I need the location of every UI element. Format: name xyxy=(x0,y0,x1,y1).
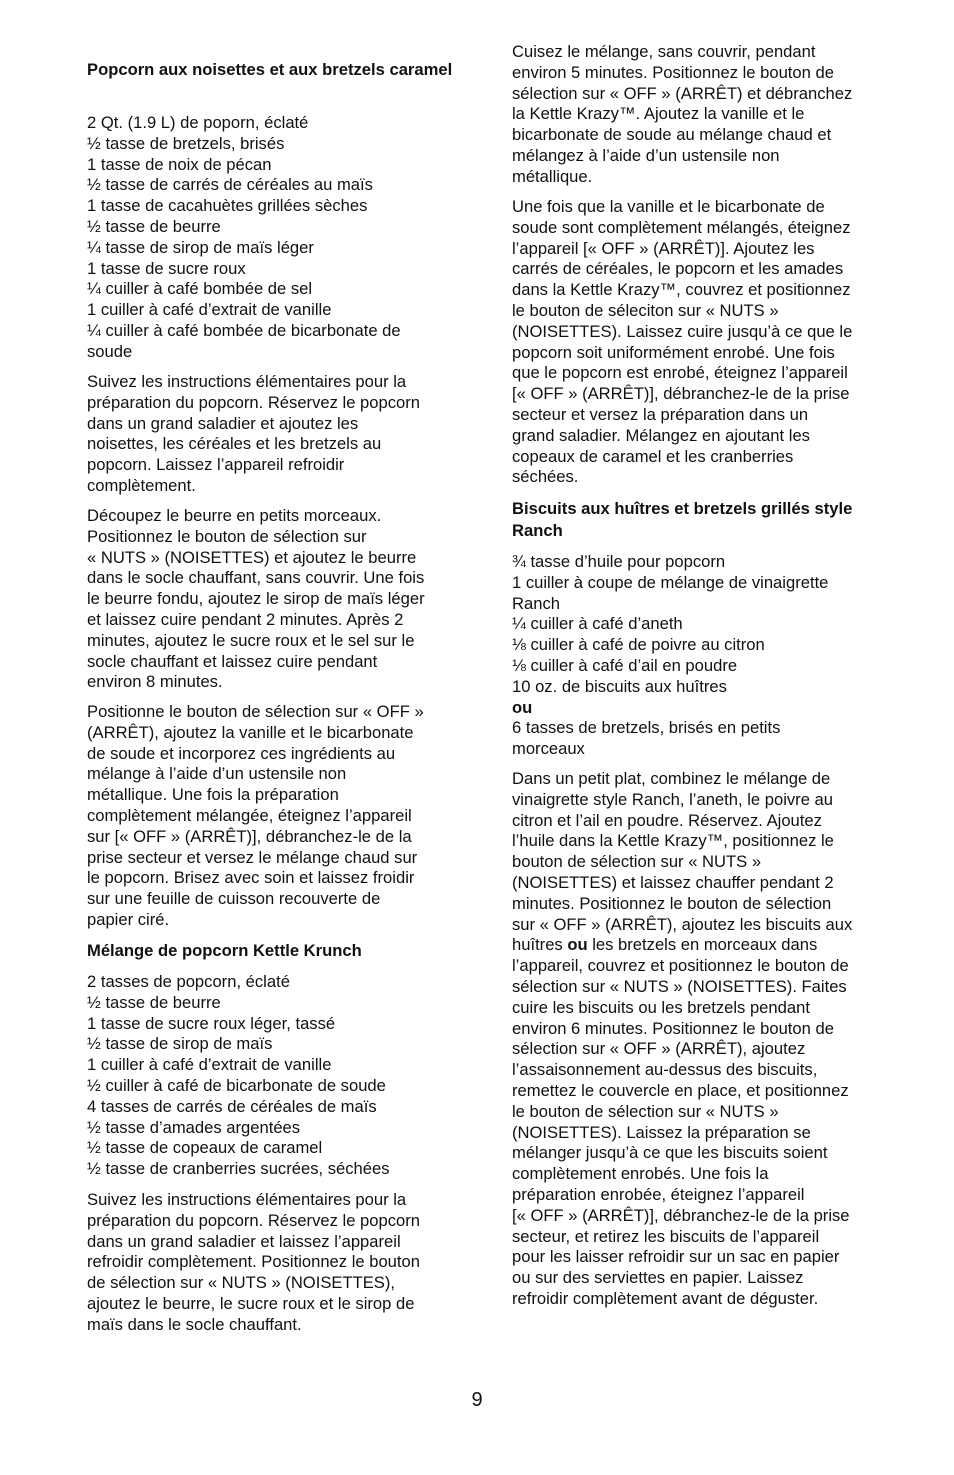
text-line: environ 6 minutes. Positionnez le bouton de xyxy=(512,1018,834,1038)
text-line: mélangez à l’aide d’un ustensile non xyxy=(512,146,780,165)
text-line: ½ tasse de beurre xyxy=(87,992,221,1012)
text-line: ½ tasse de bretzels, brisés xyxy=(87,133,285,153)
text-line: refroidir complètement avant de déguster. xyxy=(512,1289,819,1308)
text-line: préparation du popcorn. Réservez le popcorn xyxy=(87,1210,421,1230)
recipe3-title: Biscuits aux huîtres et bretzels grillés style Ranch xyxy=(512,499,853,540)
text-line: pour les laisser refroidir sur un sac en papier xyxy=(512,1247,840,1267)
text-line: vinaigrette style Ranch, l’aneth, le poivre au xyxy=(512,789,833,809)
text-line: Suivez les instructions élémentaires pour la xyxy=(87,372,407,391)
text-line: l’appareil [« OFF » (ARRÊT)]. Ajoutez les xyxy=(512,238,815,258)
text-line: 1 cuiller à café d’extrait de vanille xyxy=(87,300,332,320)
recipe1-title: Popcorn aux noisettes et aux bretzels caramel xyxy=(87,60,453,79)
text-line: soude sont complètement mélangés, éteignez xyxy=(512,217,851,237)
text-line: 4 tasses de carrés de céréales de maïs xyxy=(87,1096,377,1116)
text-line: l’assaisonnement au-dessus des biscuits, xyxy=(512,1060,818,1080)
text-line: huîtres ou les bretzels en morceaux dans xyxy=(512,935,818,955)
text-line: ½ tasse de sirop de maïs xyxy=(87,1034,273,1054)
text-line: sur une feuille de cuisson recouverte de xyxy=(87,889,381,909)
text-line: le popcorn. Brisez avec soin et laissez froidir xyxy=(87,868,415,888)
text-line: (NOISETTES). Laissez cuire jusqu’à ce que le xyxy=(512,321,853,341)
text-line: 6 tasses de bretzels, brisés en petits xyxy=(512,718,781,738)
text-line: copeaux de caramel et les cranberries xyxy=(512,446,794,466)
text-line: [« OFF » (ARRÊT)], débranchez-le de la prise xyxy=(512,1205,850,1225)
text-line: secteur et versez la préparation dans un xyxy=(512,405,809,424)
text-line: sur [« OFF » (ARRÊT)], débranchez-le de la xyxy=(87,826,412,846)
text-line: ajoutez le beurre, le sucre roux et le sirop de xyxy=(87,1294,415,1313)
text-line: ¼ tasse de sirop de maïs léger xyxy=(87,237,314,257)
text-line: l’appareil, couvrez et positionnez le bouton de xyxy=(512,956,849,976)
text-line: ½ cuiller à café de bicarbonate de soude xyxy=(87,1076,386,1095)
text-line: Découpez le beurre en petits morceaux. xyxy=(87,506,382,525)
text-line: sélection sur « OFF » (ARRÊT) et débranchez xyxy=(512,83,853,103)
text-line: de sélection sur « NUTS » (NOISETTES), xyxy=(87,1273,395,1293)
text-line: 1 tasse de sucre roux léger, tassé xyxy=(87,1013,336,1033)
text-line: sélection sur « NUTS » (NOISETTES). Faites xyxy=(512,977,847,996)
text-line: (ARRÊT), ajoutez la vanille et le bicarbonate xyxy=(87,722,414,742)
text-line: 2 tasses de popcorn, éclaté xyxy=(87,972,290,991)
text-line: et laissez cuire pendant 2 minutes. Après 2 xyxy=(87,610,404,629)
text-line: séchées. xyxy=(512,467,579,487)
text-line: sélection sur « OFF » (ARRÊT), ajoutez xyxy=(512,1039,806,1059)
text-line: bicarbonate de soude au mélange chaud et xyxy=(512,125,832,145)
text-line: ½ tasse de beurre xyxy=(87,217,221,236)
text-line: maïs dans le socle chauffant. xyxy=(87,1314,302,1334)
text-line: morceaux xyxy=(512,739,585,759)
page-number: 9 xyxy=(471,1389,483,1411)
text-line: carrés de céréales, le popcorn et les amades xyxy=(512,259,844,279)
text-line: Positionne le bouton de sélection sur « OFF » xyxy=(87,702,424,721)
text-line: 1 cuiller à coupe de mélange de vinaigrette xyxy=(512,572,829,592)
text-line: le bouton de sélection sur « NUTS » xyxy=(512,1101,779,1121)
text-line: métallique. xyxy=(512,166,593,186)
text-line: cuire les biscuits ou les bretzels pendant xyxy=(512,997,810,1017)
text-line: préparation enrobée, éteignez l’appareil xyxy=(512,1185,805,1204)
text-line: sur « OFF » (ARRÊT), ajoutez les biscuits aux xyxy=(512,914,853,934)
text-line: que le popcorn est enrobé, éteignez l’appareil xyxy=(512,363,848,383)
text-line: environ 8 minutes. xyxy=(87,672,223,692)
text-line: minutes, ajoutez le sucre roux et le sel sur le xyxy=(87,630,415,650)
text-line: ½ tasse de cranberries sucrées, séchées xyxy=(87,1159,390,1179)
text-line: le bouton de séleciton sur « NUTS » xyxy=(512,301,779,320)
text-line: environ 5 minutes. Positionnez le bouton de xyxy=(512,62,834,82)
text-line: 1 tasse de cacahuètes grillées sèches xyxy=(87,196,368,216)
text-line: ou sur des serviettes en papier. Laissez xyxy=(512,1268,804,1288)
text-line: citron et l’ail en poudre. Réservez. Ajoutez xyxy=(512,810,822,830)
text-line: ½ tasse de copeaux de caramel xyxy=(87,1138,323,1158)
text-line: Cuisez le mélange, sans couvrir, pendant xyxy=(512,42,816,61)
text-line: l’huile dans la Kettle Krazy™, positionnez le xyxy=(512,831,834,851)
text-line: Suivez les instructions élémentaires pour la xyxy=(87,1190,407,1209)
text-line: Positionnez le bouton de sélection sur xyxy=(87,526,367,546)
text-line: dans un grand saladier et ajoutez les xyxy=(87,413,359,433)
text-line: 1 tasse de noix de pécan xyxy=(87,154,272,174)
text-line: 2 Qt. (1.9 L) de poporn, éclaté xyxy=(87,113,309,132)
text-line: bouton de sélection sur « NUTS » xyxy=(512,852,762,872)
text-line: socle chauffant et laissez cuire pendant xyxy=(87,651,378,671)
text-line: refroidir complètement. Positionnez le bouton xyxy=(87,1252,420,1272)
text-line: remettez le couvercle en place, et positionnez xyxy=(512,1081,849,1100)
text-line: dans le socle chauffant, sans couvrir. Une fois xyxy=(87,568,425,588)
text-line: popcorn. Laissez l’appareil refroidir xyxy=(87,455,345,475)
text-line: minutes. Positionnez le bouton de sélection xyxy=(512,893,832,913)
text-line: ¼ cuiller à café bombée de bicarbonate de xyxy=(87,321,401,340)
text-line: papier ciré. xyxy=(87,910,170,929)
text-line: la Kettle Krazy™. Ajoutez la vanille et le xyxy=(512,104,805,124)
text-line: prise secteur et versez le mélange chaud sur xyxy=(87,847,418,867)
text-line: Dans un petit plat, combinez le mélange de xyxy=(512,769,831,788)
text-line: de soude et incorporez ces ingrédients au xyxy=(87,743,396,763)
text-line: métallique. Une fois la préparation xyxy=(87,785,339,805)
text-line: complètement mélangée, éteignez l’appareil xyxy=(87,806,412,825)
text-line: (NOISETTES) et laissez chauffer pendant 2 xyxy=(512,873,834,892)
text-line: grand saladier. Mélangez en ajoutant les xyxy=(512,425,810,445)
text-line: secteur, et retirez les biscuits de l’appareil xyxy=(512,1226,820,1246)
text-line: 1 tasse de sucre roux xyxy=(87,258,246,278)
text-line: [« OFF » (ARRÊT)], débranchez-le de la prise xyxy=(512,384,850,404)
text-line: ½ tasse de carrés de céréales au maïs xyxy=(87,175,373,195)
text-line: noisettes, les céréales et les bretzels au xyxy=(87,434,382,454)
text-line: ¼ cuiller à café bombée de sel xyxy=(87,279,313,299)
text-line: soude xyxy=(87,341,133,361)
text-line: ⅛ cuiller à café d’ail en poudre xyxy=(512,656,738,675)
text-line: Ranch xyxy=(512,593,560,613)
text-line: « NUTS » (NOISETTES) et ajoutez le beurre xyxy=(87,547,417,567)
emphasis: ou xyxy=(567,935,588,955)
text-line: complètement enrobés. Une fois la xyxy=(512,1164,769,1184)
text-line: mélanger jusqu’à ce que les biscuits soient xyxy=(512,1143,828,1163)
text-line: Une fois que la vanille et le bicarbonate de xyxy=(512,197,825,216)
text-line: ⅛ cuiller à café de poivre au citron xyxy=(512,635,765,655)
text-line: préparation du popcorn. Réservez le popcorn xyxy=(87,392,421,412)
text-line: ¾ tasse d’huile pour popcorn xyxy=(512,552,726,571)
text-line: mélange à l’aide d’un ustensile non xyxy=(87,764,347,784)
text-line: 1 cuiller à café d’extrait de vanille xyxy=(87,1055,332,1075)
text-line: dans la Kettle Krazy™, couvrez et positionnez xyxy=(512,280,851,300)
text-line: le beurre fondu, ajoutez le sirop de maïs léger xyxy=(87,589,425,609)
text-line: ½ tasse d’amades argentées xyxy=(87,1117,301,1137)
text-line: dans un grand saladier et laissez l’appareil xyxy=(87,1231,401,1251)
text-line: (NOISETTES). Laissez la préparation se xyxy=(512,1122,811,1142)
text-line: complètement. xyxy=(87,476,196,495)
text-line: ou xyxy=(512,697,533,717)
text-line: popcorn soit uniformément enrobé. Une fois xyxy=(512,342,835,362)
recipe2-title: Mélange de popcorn Kettle Krunch xyxy=(87,941,362,960)
text-line: 10 oz. de biscuits aux huîtres xyxy=(512,676,727,696)
text-line: ¼ cuiller à café d’aneth xyxy=(512,614,683,634)
